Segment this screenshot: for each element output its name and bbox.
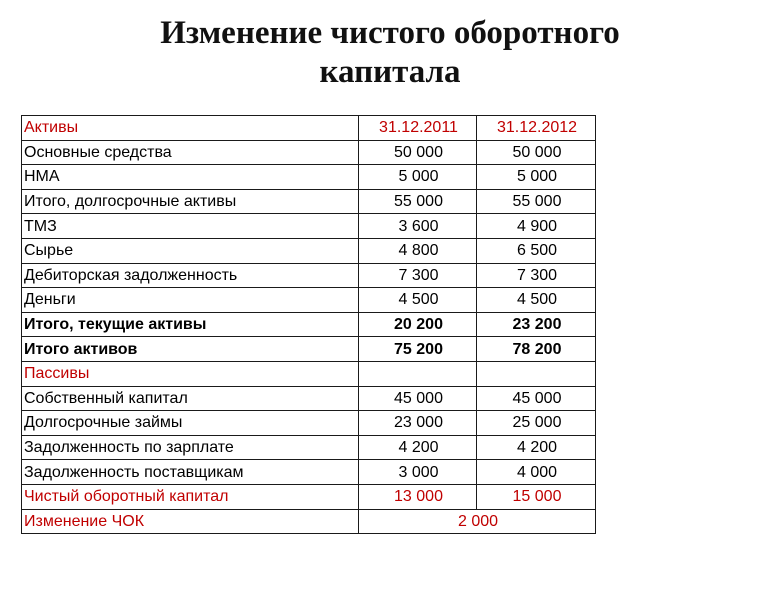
value-2011: 50 000 bbox=[359, 140, 477, 165]
page-title-line-2: капитала bbox=[319, 54, 461, 90]
value-2011: 3 000 bbox=[359, 460, 477, 485]
row-label: Сырье bbox=[22, 238, 359, 263]
value-2012: 4 500 bbox=[477, 288, 596, 313]
value-2011: 4 500 bbox=[359, 288, 477, 313]
value-2012: 50 000 bbox=[477, 140, 596, 165]
value-2011 bbox=[359, 361, 477, 386]
table-row bbox=[22, 411, 596, 436]
value-2011: 5 000 bbox=[359, 165, 477, 190]
value-2012: 15 000 bbox=[477, 484, 596, 509]
table-row bbox=[22, 140, 596, 165]
header-date-2012: 31.12.2012 bbox=[477, 116, 596, 141]
table-row bbox=[22, 238, 596, 263]
table-row bbox=[22, 386, 596, 411]
table-row bbox=[22, 460, 596, 485]
value-2012: 6 500 bbox=[477, 238, 596, 263]
value-2011: 55 000 bbox=[359, 189, 477, 214]
value-2011: 13 000 bbox=[359, 484, 477, 509]
row-label: Итого, текущие активы bbox=[22, 312, 359, 337]
row-label: НМА bbox=[22, 165, 359, 190]
working-capital-table bbox=[21, 115, 596, 534]
value-2012 bbox=[477, 361, 596, 386]
value-2011: 4 800 bbox=[359, 238, 477, 263]
table-row bbox=[22, 288, 596, 313]
table-row bbox=[22, 435, 596, 460]
value-2011: 20 200 bbox=[359, 312, 477, 337]
row-label: Дебиторская задолженность bbox=[22, 263, 359, 288]
row-label: Итого, долгосрочные активы bbox=[22, 189, 359, 214]
row-label: Деньги bbox=[22, 288, 359, 313]
row-label: Итого активов bbox=[22, 337, 359, 362]
value-2012: 23 200 bbox=[477, 312, 596, 337]
table-row bbox=[22, 263, 596, 288]
value-2012: 78 200 bbox=[477, 337, 596, 362]
value-2011: 45 000 bbox=[359, 386, 477, 411]
table-row-nwc-change bbox=[22, 509, 596, 534]
row-label: Задолженность поставщикам bbox=[22, 460, 359, 485]
row-label: Долгосрочные займы bbox=[22, 411, 359, 436]
value-2012: 7 300 bbox=[477, 263, 596, 288]
row-label: Задолженность по зарплате bbox=[22, 435, 359, 460]
table-row bbox=[22, 165, 596, 190]
value-2011: 3 600 bbox=[359, 214, 477, 239]
value-2011: 75 200 bbox=[359, 337, 477, 362]
section-label-liabilities: Пассивы bbox=[22, 361, 359, 386]
value-2012: 4 000 bbox=[477, 460, 596, 485]
row-label: Чистый оборотный капитал bbox=[22, 484, 359, 509]
value-2011: 7 300 bbox=[359, 263, 477, 288]
row-label: ТМЗ bbox=[22, 214, 359, 239]
value-2012: 55 000 bbox=[477, 189, 596, 214]
table-section-liabilities bbox=[22, 361, 596, 386]
header-date-2011: 31.12.2011 bbox=[359, 116, 477, 141]
table-row-total-current bbox=[22, 312, 596, 337]
nwc-change-value: 2 000 bbox=[359, 509, 596, 534]
row-label: Собственный капитал bbox=[22, 386, 359, 411]
table-row bbox=[22, 189, 596, 214]
row-label: Основные средства bbox=[22, 140, 359, 165]
value-2012: 4 200 bbox=[477, 435, 596, 460]
value-2011: 23 000 bbox=[359, 411, 477, 436]
value-2012: 4 900 bbox=[477, 214, 596, 239]
table-row-total-assets bbox=[22, 337, 596, 362]
page-title-line-1: Изменение чистого оборотного bbox=[160, 15, 620, 51]
header-label-assets: Активы bbox=[22, 116, 359, 141]
table-header-row bbox=[22, 116, 596, 141]
table-row bbox=[22, 214, 596, 239]
page-title bbox=[0, 14, 780, 92]
value-2011: 4 200 bbox=[359, 435, 477, 460]
value-2012: 45 000 bbox=[477, 386, 596, 411]
value-2012: 25 000 bbox=[477, 411, 596, 436]
row-label: Изменение ЧОК bbox=[22, 509, 359, 534]
table-row-net-working-capital bbox=[22, 484, 596, 509]
value-2012: 5 000 bbox=[477, 165, 596, 190]
